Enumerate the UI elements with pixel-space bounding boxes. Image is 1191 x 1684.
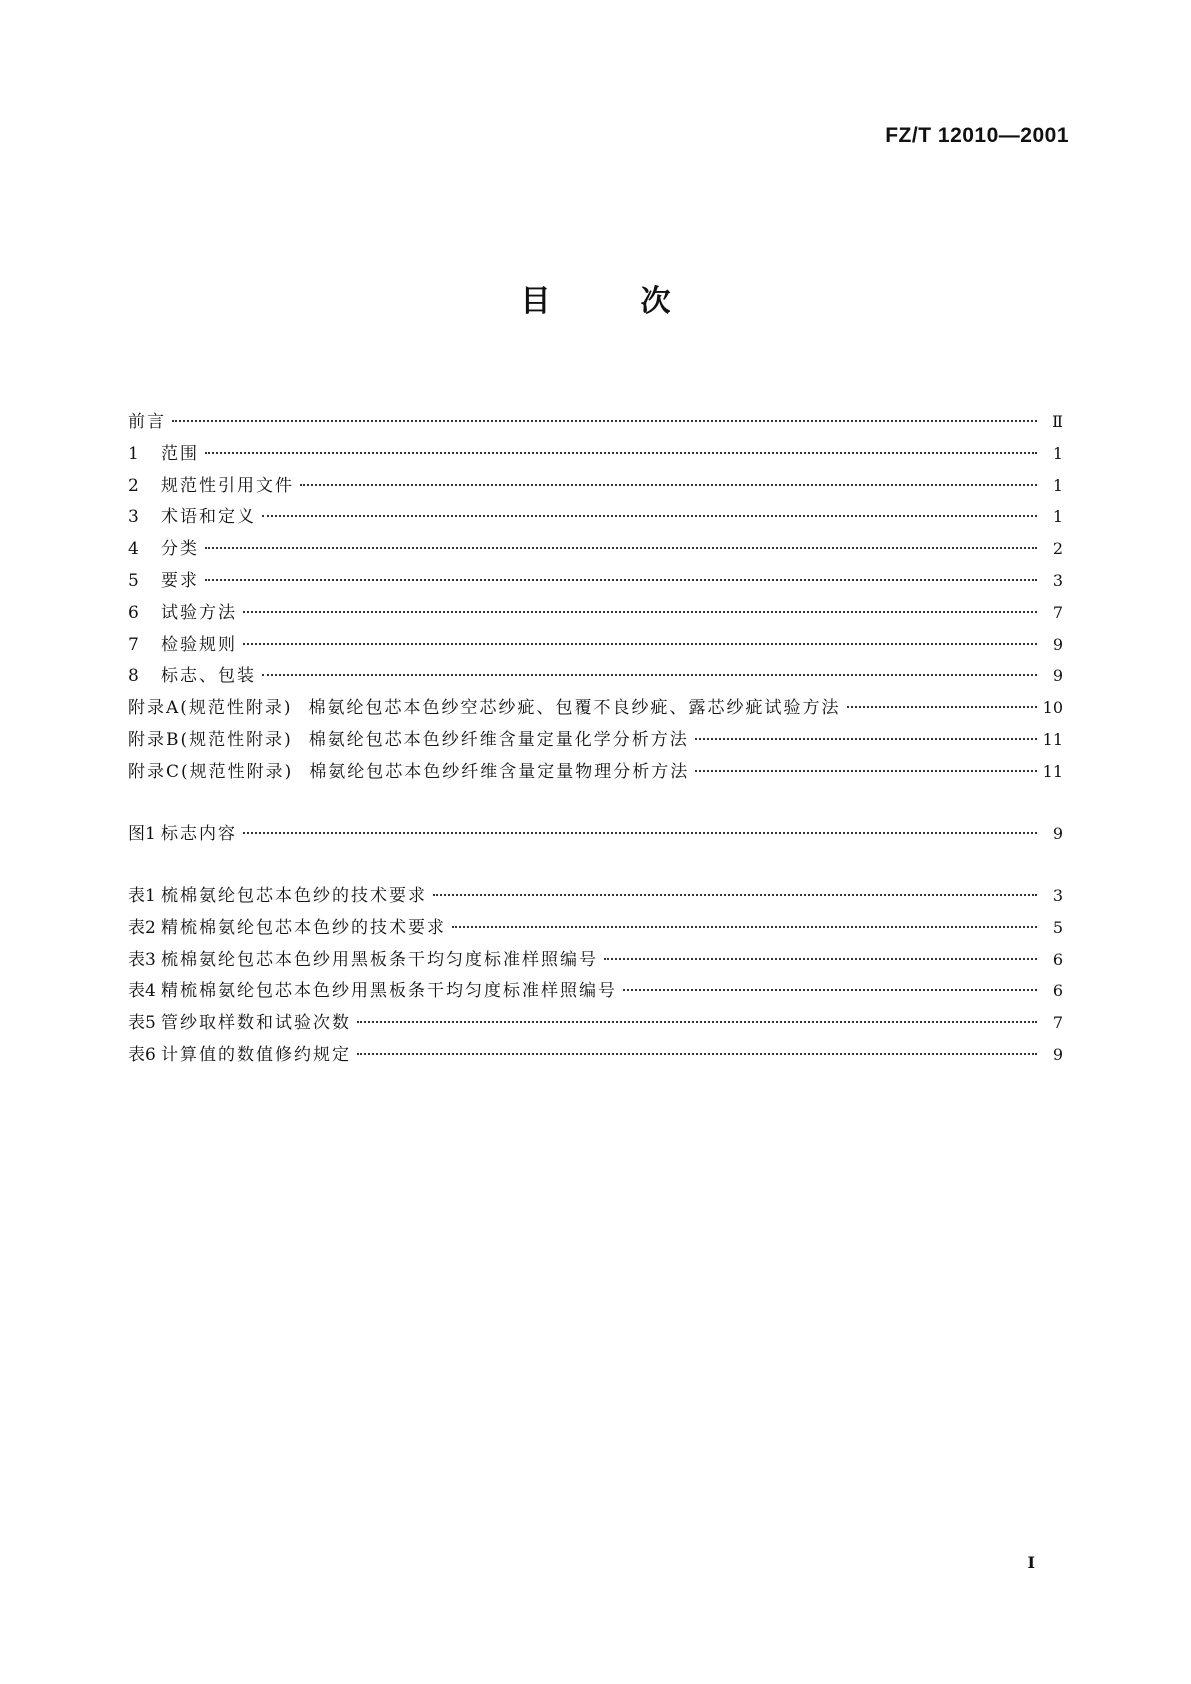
dot-leader	[205, 451, 1037, 454]
toc-entry-label: 管纱取样数和试验次数	[161, 1013, 351, 1034]
toc-entry-page: 9	[1052, 634, 1063, 654]
toc-entry-number: 2	[128, 475, 139, 496]
toc-entry-number: 1	[128, 443, 139, 464]
toc-entry-label: 精梳棉氨纶包芯本色纱用黑板条干均匀度标准样照编号	[161, 981, 617, 1002]
dot-leader	[205, 578, 1037, 581]
toc-entry-page: 6	[1052, 949, 1063, 969]
toc-entry-number: 表1	[128, 886, 156, 906]
toc-entry-number: 表2	[128, 917, 156, 938]
toc-entry-page: Ⅱ	[1052, 412, 1063, 431]
toc-entry[interactable]	[128, 660, 1063, 692]
toc-entry[interactable]	[128, 406, 1063, 438]
dot-leader	[243, 610, 1037, 613]
toc-entry-page: 7	[1052, 602, 1063, 622]
toc-entry-label: 标志、包装	[161, 666, 256, 687]
toc-entry-number: 表3	[128, 949, 156, 970]
toc-entry-label: 要求	[161, 570, 199, 591]
toc-entry[interactable]	[128, 533, 1063, 565]
toc-entry-label: 检验规则	[161, 634, 237, 655]
toc-entry-page: 5	[1052, 917, 1063, 937]
toc-entry-label: 附录C(规范性附录)	[128, 761, 294, 782]
toc-entry-label: 前言	[128, 412, 166, 432]
toc-entry-subtitle: 棉氨纶包芯本色纱纤维含量定量化学分析方法	[308, 729, 689, 750]
toc-table-entry[interactable]	[128, 944, 1063, 976]
dot-leader	[357, 1052, 1037, 1055]
toc-entry-label: 梳棉氨纶包芯本色纱用黑板条干均匀度标准样照编号	[161, 949, 598, 970]
toc-table-entry[interactable]	[128, 1039, 1063, 1071]
toc-table-entry[interactable]	[128, 880, 1063, 912]
dot-leader	[243, 831, 1037, 834]
toc-entry-page: 9	[1052, 1044, 1063, 1064]
toc-entry[interactable]	[128, 438, 1063, 470]
toc-entry-page: 10	[1042, 698, 1063, 718]
toc-entry-page: 9	[1052, 824, 1063, 843]
toc-entry-label: 计算值的数值修约规定	[161, 1044, 351, 1065]
dot-leader	[357, 1020, 1037, 1023]
toc-entry-page: 3	[1052, 570, 1063, 590]
toc-entry[interactable]	[128, 724, 1063, 756]
dot-leader	[262, 673, 1037, 676]
toc-entry-label: 精梳棉氨纶包芯本色纱的技术要求	[161, 917, 446, 938]
toc-table-entry[interactable]	[128, 975, 1063, 1007]
dot-leader	[695, 769, 1037, 772]
toc-tables-list	[128, 880, 1063, 1071]
dot-leader	[300, 483, 1037, 486]
toc-entry-label: 范围	[161, 443, 199, 464]
toc-entry-number: 表4	[128, 981, 156, 1002]
toc-entry-number: 7	[128, 634, 139, 655]
toc-table-entry[interactable]	[128, 912, 1063, 944]
dot-leader	[262, 514, 1037, 517]
toc-entry[interactable]	[128, 597, 1063, 629]
toc-entry-label: 术语和定义	[161, 507, 256, 528]
standard-number: FZ/T 12010—2001	[885, 124, 1069, 147]
toc-entry-page: 6	[1052, 981, 1063, 1001]
toc-entry-label: 梳棉氨纶包芯本色纱的技术要求	[161, 886, 427, 906]
toc-entry[interactable]	[128, 565, 1063, 597]
toc-entry[interactable]	[128, 501, 1063, 533]
toc-entry-label: 标志内容	[161, 824, 237, 844]
toc-entry[interactable]	[128, 756, 1063, 788]
toc-entry-page: 2	[1052, 539, 1063, 559]
dot-leader	[452, 925, 1037, 928]
toc-entry-subtitle: 棉氨纶包芯本色纱空芯纱疵、包覆不良纱疵、露芯纱疵试验方法	[308, 698, 841, 719]
toc-entry-page: 11	[1042, 729, 1063, 749]
toc-entry-number: 表6	[128, 1044, 156, 1065]
page-number: Ⅰ	[1027, 1553, 1035, 1572]
page-title: 目次	[520, 284, 761, 319]
toc-figures-list	[128, 818, 1063, 850]
dot-leader	[433, 893, 1037, 896]
toc-entry-subtitle: 棉氨纶包芯本色纱纤维含量定量物理分析方法	[309, 761, 690, 782]
toc-entry-page: 1	[1052, 507, 1063, 527]
toc-entry-label: 试验方法	[161, 602, 237, 623]
toc-entry-label: 规范性引用文件	[161, 475, 294, 496]
toc-entry-number: 5	[128, 570, 139, 591]
toc-entry-number: 8	[128, 666, 139, 687]
toc-entry-page: 1	[1052, 443, 1063, 463]
toc-entry[interactable]	[128, 629, 1063, 661]
dot-leader	[172, 419, 1037, 422]
dot-leader	[205, 546, 1037, 549]
toc-entry-page: 11	[1042, 761, 1063, 781]
dot-leader	[623, 988, 1037, 991]
dot-leader	[243, 642, 1037, 645]
toc-table-entry[interactable]	[128, 1007, 1063, 1039]
toc-entry[interactable]	[128, 692, 1063, 724]
toc-main-list	[128, 406, 1063, 788]
toc-entry-number: 表5	[128, 1013, 156, 1034]
toc-entry[interactable]	[128, 470, 1063, 502]
toc-entry-number: 4	[128, 539, 139, 560]
toc-figure-entry[interactable]	[128, 818, 1063, 850]
toc-entry-number: 6	[128, 602, 139, 623]
toc-entry-page: 3	[1052, 886, 1063, 905]
toc-entry-number: 图1	[128, 824, 156, 844]
dot-leader	[604, 957, 1037, 960]
toc-entry-label: 附录B(规范性附录)	[128, 729, 293, 750]
dot-leader	[847, 705, 1037, 708]
toc-entry-number: 3	[128, 507, 139, 528]
toc-entry-label: 附录A(规范性附录)	[128, 698, 293, 719]
toc-entry-page: 7	[1052, 1013, 1063, 1033]
toc-entry-label: 分类	[161, 539, 199, 560]
toc-entry-page: 1	[1052, 475, 1063, 495]
dot-leader	[695, 737, 1037, 740]
toc-entry-page: 9	[1052, 666, 1063, 686]
